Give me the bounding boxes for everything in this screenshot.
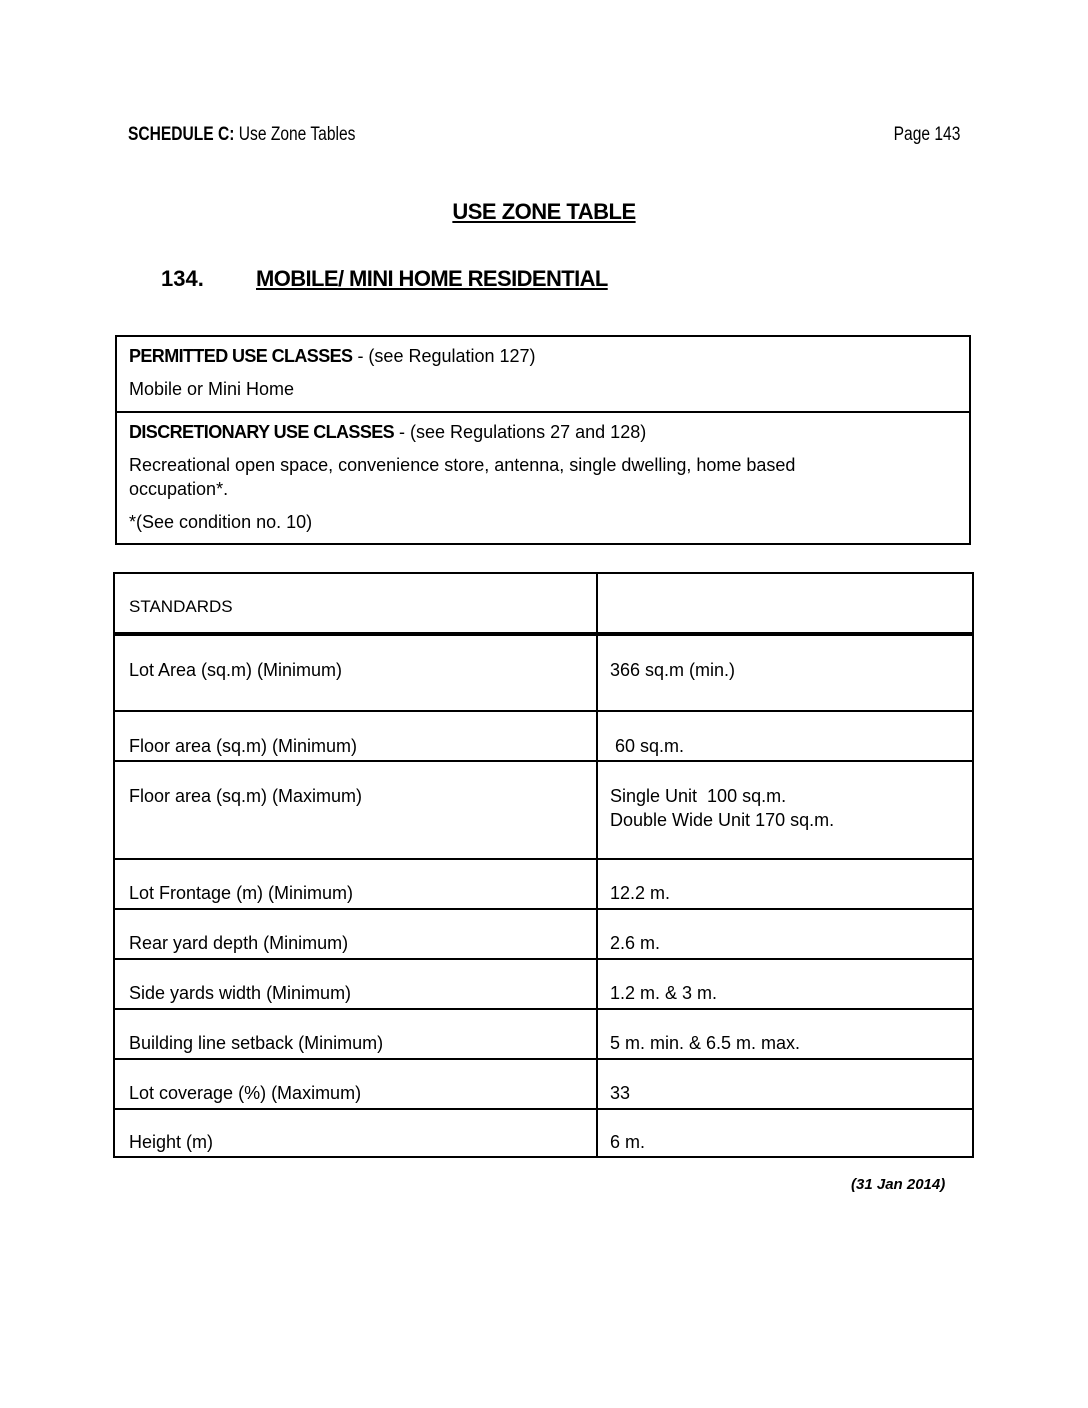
page-header xyxy=(128,124,960,152)
row-value: 1.2 m. & 3 m. xyxy=(610,983,718,1003)
schedule-label: SCHEDULE C: xyxy=(128,124,235,145)
discretionary-ref: - (see Regulations 27 and 128) xyxy=(394,422,647,442)
permitted-ref: - (see Regulation 127) xyxy=(352,346,536,366)
row-value: 6 m. xyxy=(610,1132,646,1152)
permitted-heading-line xyxy=(129,344,536,368)
row-value-second-line: Double Wide Unit 170 sq.m. xyxy=(610,810,835,830)
row-label: Lot Area (sq.m) (Minimum) xyxy=(129,660,343,680)
permitted-use-section xyxy=(117,337,969,413)
row-value: 12.2 m. xyxy=(610,883,671,903)
discretionary-heading: DISCRETIONARY USE CLASSES xyxy=(129,422,395,442)
row-label: Building line setback (Minimum) xyxy=(129,1033,384,1053)
discretionary-use-section xyxy=(117,413,969,543)
section-number: 134. xyxy=(161,266,204,291)
page-number: Page 143 xyxy=(893,124,960,145)
row-value: 33 xyxy=(610,1083,631,1103)
permitted-heading: PERMITTED USE CLASSES xyxy=(129,346,353,366)
permitted-text: Mobile or Mini Home xyxy=(129,379,295,399)
discretionary-note: *(See condition no. 10) xyxy=(129,512,313,532)
table-row xyxy=(115,860,972,908)
table-row xyxy=(115,636,972,710)
row-label: Rear yard depth (Minimum) xyxy=(129,933,349,953)
row-label: Lot coverage (%) (Maximum) xyxy=(129,1083,362,1103)
table-row xyxy=(115,1060,972,1108)
table-row xyxy=(115,960,972,1008)
standards-header-row xyxy=(115,574,972,632)
row-value: 366 sq.m (min.) xyxy=(610,660,736,680)
row-label: Lot Frontage (m) (Minimum) xyxy=(129,883,354,903)
table-row xyxy=(115,1110,972,1156)
section-title: MOBILE/ MINI HOME RESIDENTIAL xyxy=(256,266,608,291)
row-value: Single Unit 100 sq.m. xyxy=(610,786,787,806)
table-row xyxy=(115,762,972,858)
document-title: USE ZONE TABLE xyxy=(452,199,636,224)
table-row xyxy=(115,910,972,958)
row-value: 2.6 m. xyxy=(610,933,661,953)
row-value: 60 sq.m. xyxy=(610,736,685,756)
use-classes-box xyxy=(115,335,971,545)
discretionary-text-line1: Recreational open space, convenience store, antenna, single dwelling, home based xyxy=(129,455,796,475)
row-label: Floor area (sq.m) (Minimum) xyxy=(129,736,358,756)
amendment-date: (31 Jan 2014) xyxy=(851,1176,946,1193)
row-label: Side yards width (Minimum) xyxy=(129,983,352,1003)
row-label: Floor area (sq.m) (Maximum) xyxy=(129,786,363,806)
row-label: Height (m) xyxy=(129,1132,214,1152)
schedule-title: Use Zone Tables xyxy=(238,124,356,145)
discretionary-text-line2: occupation*. xyxy=(129,479,229,499)
standards-table xyxy=(113,572,974,1158)
schedule-heading xyxy=(128,124,355,146)
standards-header: STANDARDS xyxy=(129,597,233,616)
discretionary-heading-line xyxy=(129,420,646,444)
table-row xyxy=(115,712,972,760)
row-value: 5 m. min. & 6.5 m. max. xyxy=(610,1033,801,1053)
table-row xyxy=(115,1010,972,1058)
